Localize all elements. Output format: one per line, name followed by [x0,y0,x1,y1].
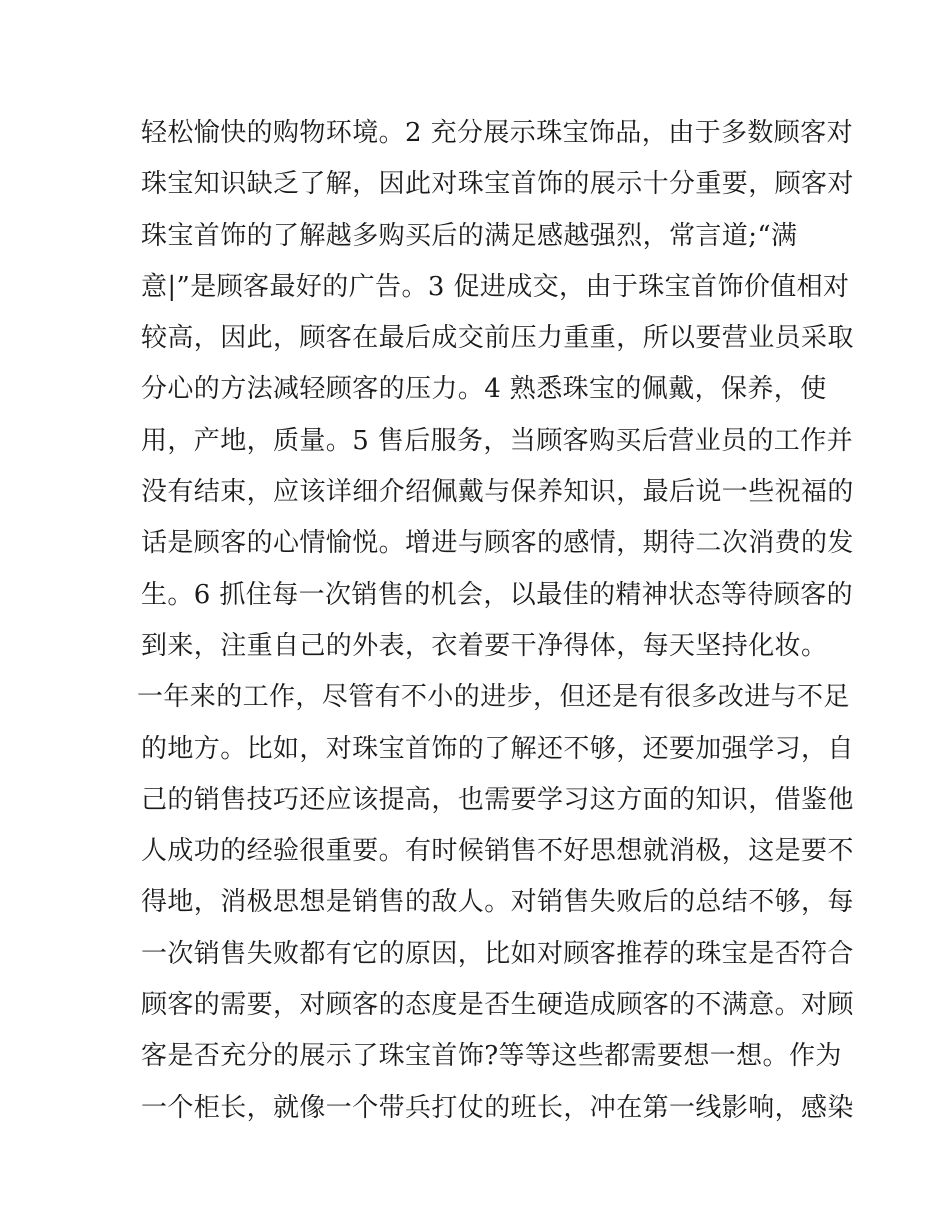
text-line-2: 珠宝知识缺乏了解，因此对珠宝首饰的展示十分重要，顾客对 [141,169,854,200]
text-line-1: 轻松愉快的购物环境。2 充分展示珠宝饰品，由于多数顾客对 [141,118,854,148]
text-line-4: 意|”是顾客最好的广告。3 促进成交，由于珠宝首饰价值相对 [141,271,850,302]
text-line-14: 己的销售技巧还应该提高，也需要学习这方面的知识，借鉴他 [141,784,854,815]
text-line-3: 珠宝首饰的了解越多购买后的满足感越强烈，常言道;“满 [141,220,798,251]
text-line-19: 客是否充分的展示了珠宝首饰?等等这些都需要想一想。作为 [141,1041,842,1072]
body-text [137,108,854,1134]
text-line-16: 得地，消极思想是销售的敌人。对销售失败后的总结不够，每 [141,887,854,918]
text-line-20: 一个柜长，就像一个带兵打仗的班长，冲在第一线影响，感染 [141,1092,854,1123]
paragraph-start-line: 一年来的工作，尽管有不小的进步，但还是有很多改进与不足 [137,682,850,713]
text-line-5: 较高，因此，顾客在最后成交前压力重重，所以要营业员采取 [141,323,854,354]
text-line-9: 话是顾客的心情愉悦。增进与顾客的感情，期待二次消费的发 [141,528,854,559]
text-line-18: 顾客的需要，对顾客的态度是否生硬造成顾客的不满意。对顾 [141,990,854,1021]
text-line-15: 人成功的经验很重要。有时候销售不好思想就消极，这是要不 [141,836,854,867]
text-line-8: 没有结束，应该详细介绍佩戴与保养知识，最后说一些祝福的 [141,477,854,508]
text-line-13: 的地方。比如，对珠宝首饰的了解还不够，还要加强学习，自 [141,733,854,764]
text-line-7: 用，产地，质量。5 售后服务，当顾客购买后营业员的工作并 [141,425,854,456]
text-line-11: 到来，注重自己的外表，衣着要干净得体，每天坚持化妆。 [141,630,828,661]
text-line-10: 生。6 抓住每一次销售的机会，以最佳的精神状态等待顾客的 [141,579,854,610]
text-line-17: 一次销售失败都有它的原因，比如对顾客推荐的珠宝是否符合 [141,938,854,969]
text-line-6: 分心的方法减轻顾客的压力。4 熟悉珠宝的佩戴，保养，使 [141,374,827,405]
